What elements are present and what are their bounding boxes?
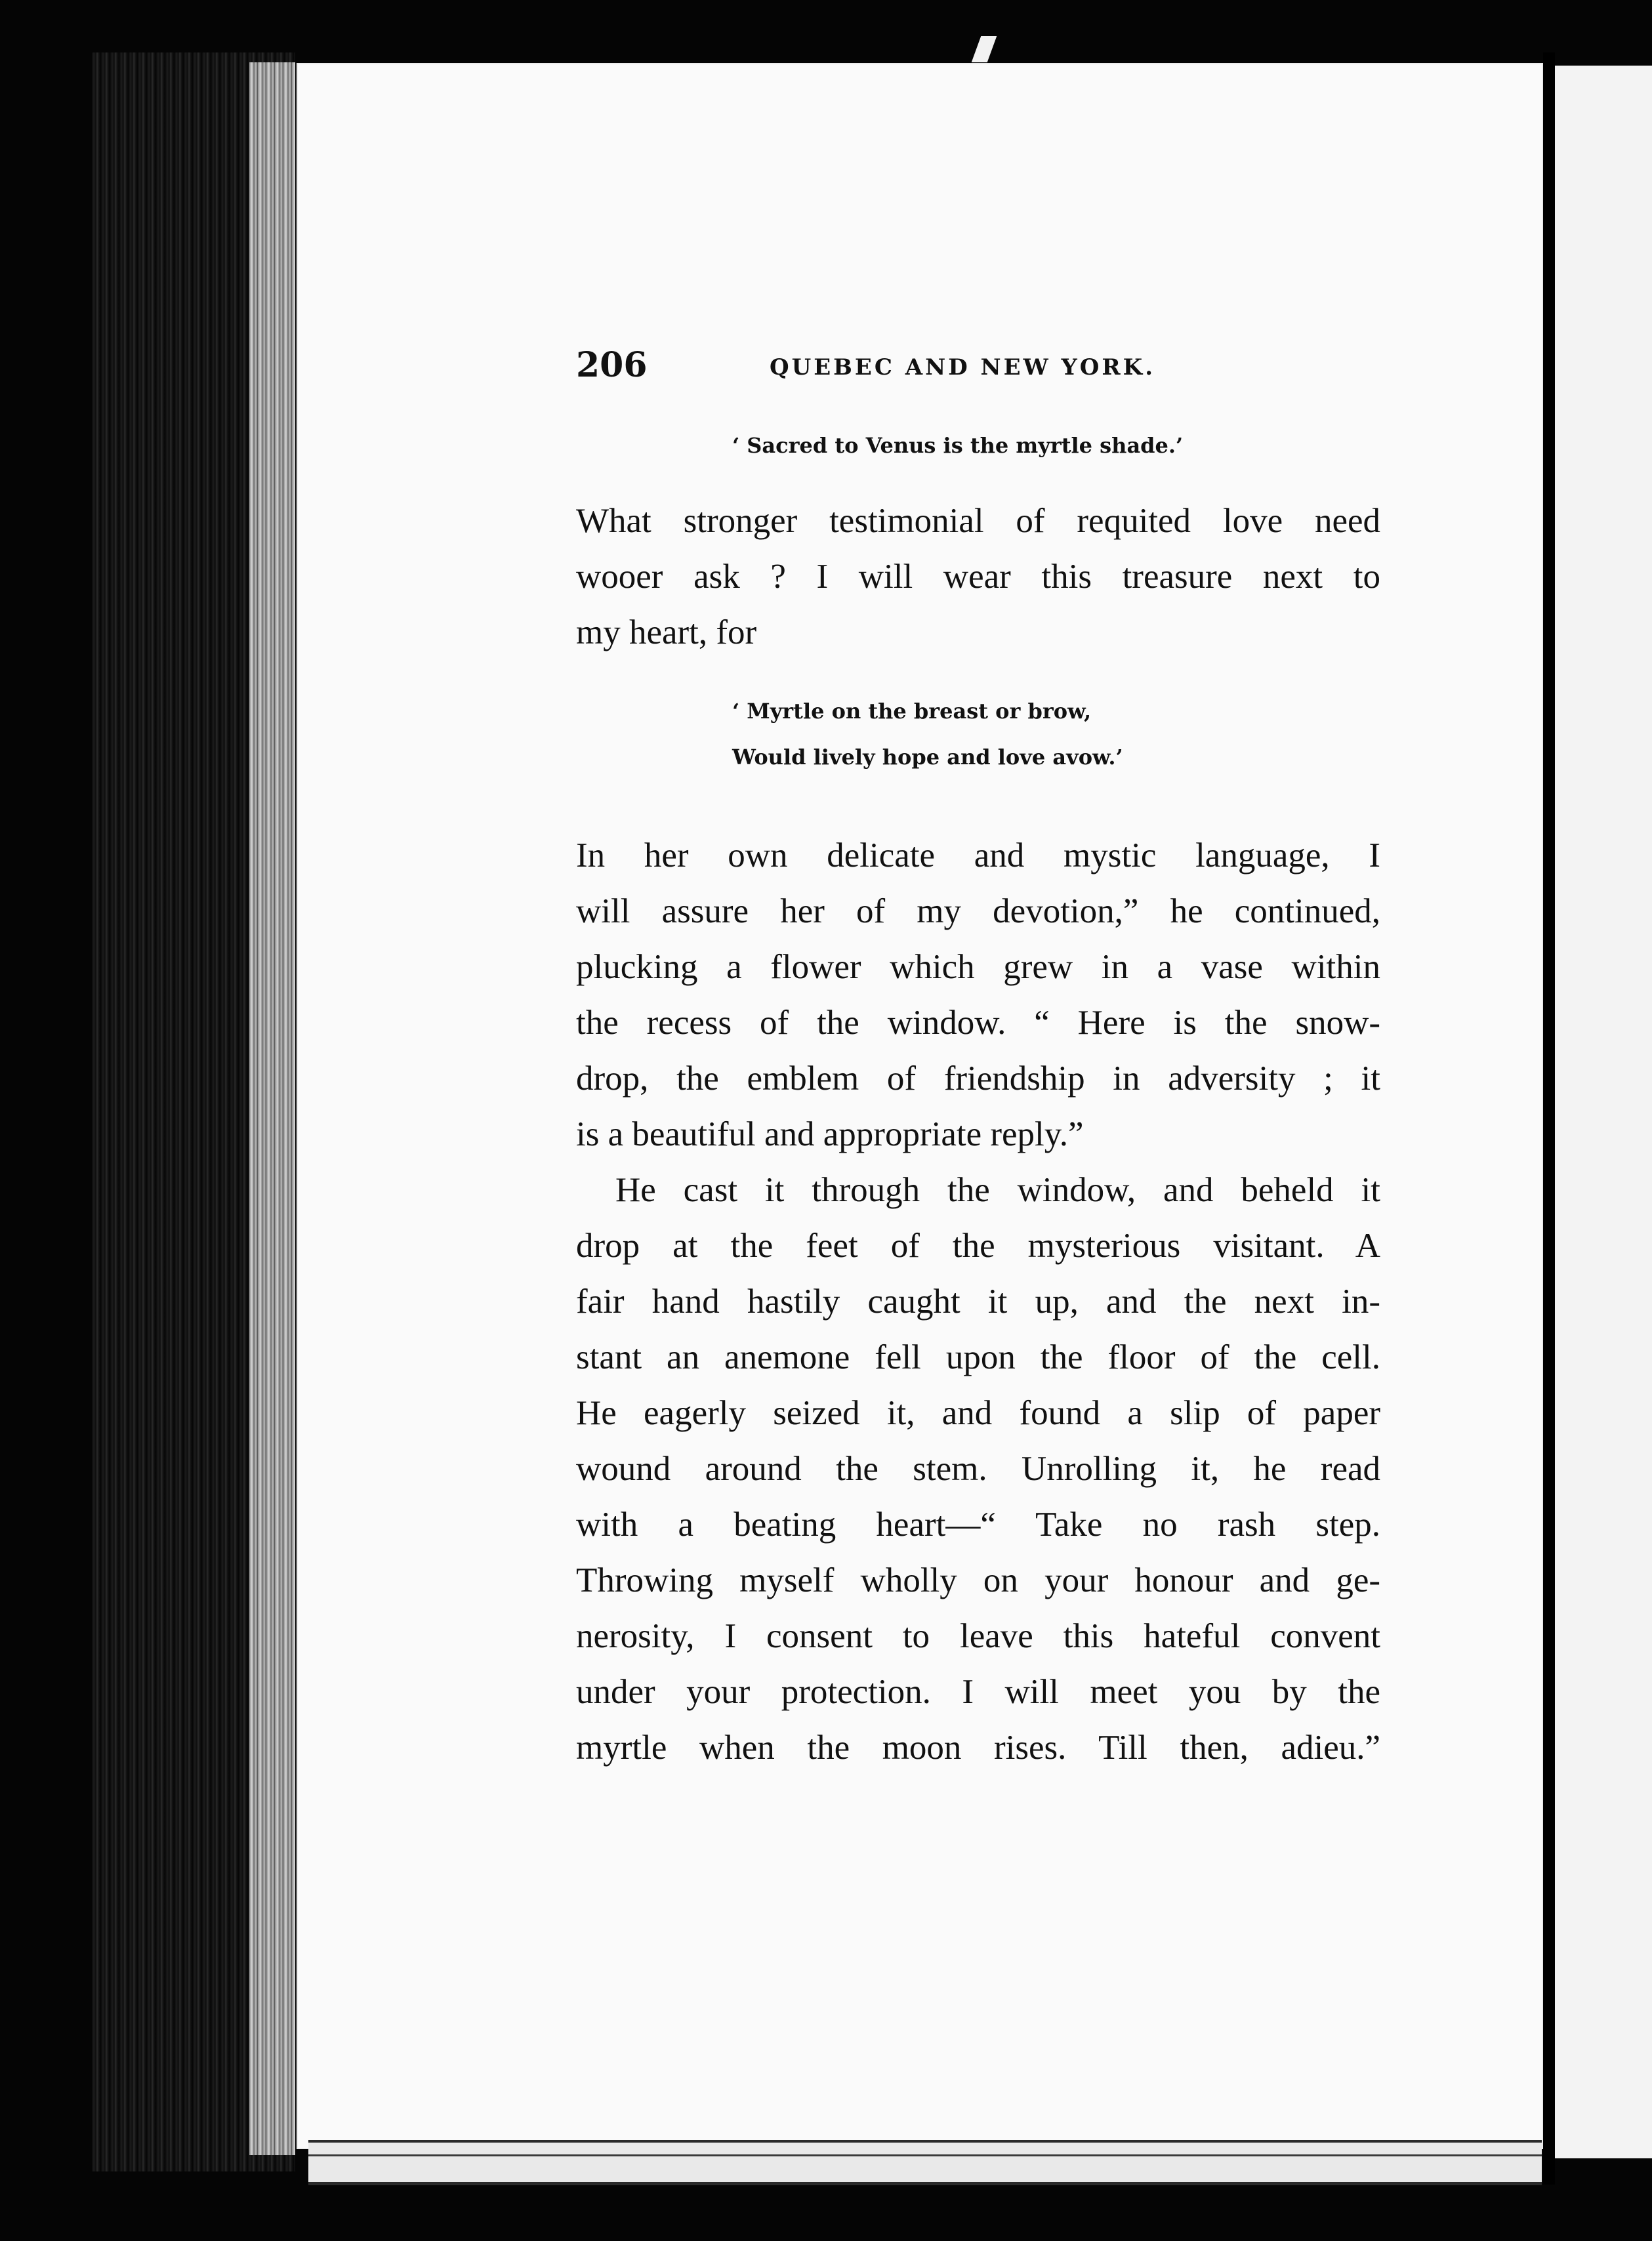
text-line: What stronger testimonial of requited love need bbox=[576, 502, 1380, 540]
text-line: He eagerly seized it, and found a slip of paper bbox=[576, 1394, 1380, 1432]
page-stack-edge bbox=[249, 62, 295, 2155]
page-header bbox=[576, 345, 1206, 391]
text-line: my heart, for bbox=[576, 613, 757, 651]
paragraph-2 bbox=[576, 828, 1380, 1776]
gutter bbox=[1543, 52, 1555, 2185]
text-line: wooer ask ? I will wear this treasure next to bbox=[576, 558, 1380, 596]
paragraph-1 bbox=[576, 493, 1380, 661]
text-line: will assure her of my devotion,” he continued, bbox=[576, 892, 1380, 930]
text-line: fair hand hastily caught it up, and the next in- bbox=[576, 1283, 1380, 1321]
running-head: QUEBEC AND NEW YORK. bbox=[770, 354, 1156, 380]
verse-line-2: Would lively hope and love avow.’ bbox=[732, 745, 1123, 770]
text-line: drop at the feet of the mysterious visitant. A bbox=[576, 1227, 1380, 1265]
text-line: under your protection. I will meet you by the bbox=[576, 1673, 1380, 1711]
text-line: stant an anemone fell upon the floor of the cell. bbox=[576, 1338, 1380, 1376]
facing-page-edge bbox=[1555, 66, 1652, 2158]
text-line: Throwing myself wholly on your honour and ge- bbox=[576, 1561, 1380, 1599]
text-line: is a beautiful and appropriate reply.” bbox=[576, 1115, 1084, 1153]
epigraph-quote: ‘ Sacred to Venus is the myrtle shade.’ bbox=[732, 433, 1184, 458]
text-line: wound around the stem. Unrolling it, he read bbox=[576, 1450, 1380, 1488]
page-bottom-edge bbox=[308, 2140, 1542, 2185]
text-line: with a beating heart—“ Take no rash step. bbox=[576, 1506, 1380, 1544]
text-line: nerosity, I consent to leave this hateful convent bbox=[576, 1617, 1380, 1655]
text-line: plucking a flower which grew in a vase within bbox=[576, 948, 1380, 986]
text-line: He cast it through the window, and beheld it bbox=[615, 1171, 1380, 1209]
text-line: In her own delicate and mystic language, I bbox=[576, 836, 1380, 874]
text-line: myrtle when the moon rises. Till then, adieu.” bbox=[576, 1729, 1380, 1767]
page-number: 206 bbox=[576, 345, 648, 385]
verse-line-1: ‘ Myrtle on the breast or brow, bbox=[732, 699, 1092, 724]
text-line: drop, the emblem of friendship in adversity ; it bbox=[576, 1059, 1380, 1098]
text-line: the recess of the window. “ Here is the snow- bbox=[576, 1004, 1380, 1042]
